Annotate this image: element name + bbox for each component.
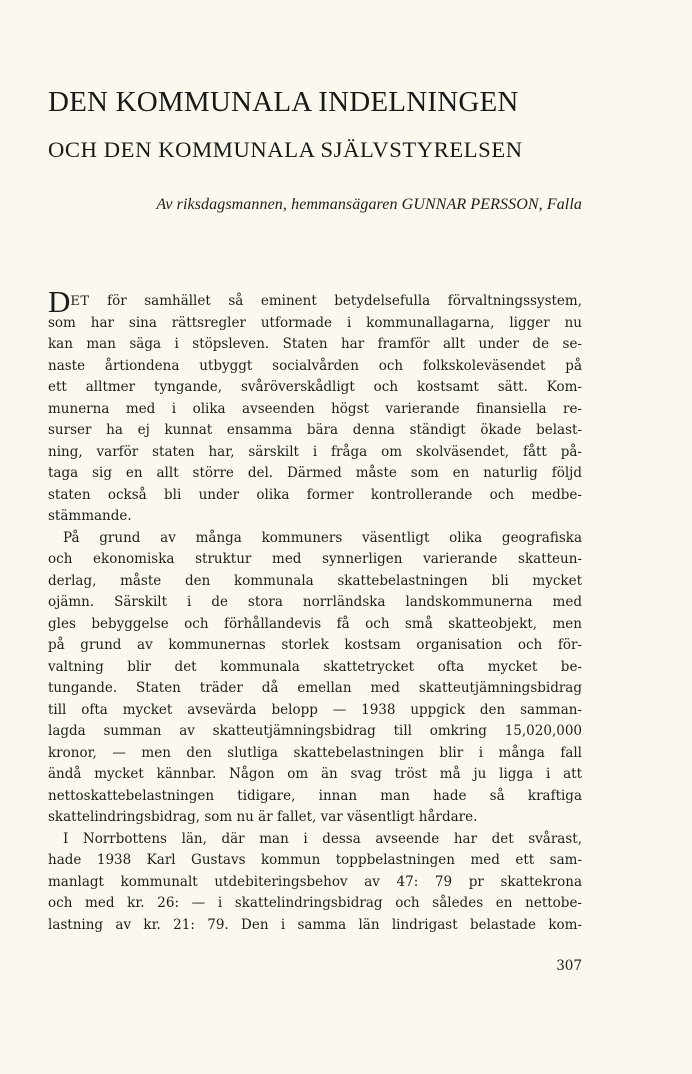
text-line: nettoskattebelastningen tidigare, innan man hade så kraftiga [48, 787, 582, 804]
text-line: lastning av kr. 21: 79. Den i samma län lindrigast belastade kom- [48, 916, 582, 933]
text-line: och med kr. 26: — i skattelindringsbidrag och således en nettobe- [48, 895, 582, 911]
text-line: tungande. Staten träder då emellan med skatteutjämningsbidrag [48, 680, 582, 696]
text-line: munerna med i olika avseenden högst varierande finansiella re- [48, 400, 582, 417]
text-line: manlagt kommunalt utdebiteringsbehov av 47: 79 pr skattekrona [48, 873, 582, 890]
text-line: lagda summan av skatteutjämningsbidrag till omkring 15,020,000 [48, 723, 582, 739]
text-line: taga sig en allt större del. Därmed måste som en naturlig följd [48, 465, 582, 481]
title-line-1: DEN KOMMUNALA INDELNINGEN [48, 86, 519, 118]
text-line: valtning blir det kommunala skattetrycket ofta mycket be- [48, 658, 582, 675]
page-number: 307 [556, 958, 582, 974]
text-line: och ekonomiska struktur med synnerligen varierande skatteun- [48, 551, 582, 567]
byline: Av riksdagsmannen, hemmansägaren GUNNAR PERSSON, Falla [156, 196, 582, 213]
text-line: ojämn. Särskilt i de stora norrländska landskommunerna med [48, 594, 582, 610]
text-line: till ofta mycket avsevärda belopp — 1938 uppgick den samman- [48, 701, 582, 718]
article-body [48, 284, 582, 936]
text-line: derlag, måste den kommunala skattebelastningen bli mycket [48, 572, 582, 589]
text-line [48, 284, 582, 319]
text-line: På grund av många kommuners väsentligt olika geografiska [63, 529, 582, 546]
text-line: ett alltmer tyngande, svåröverskådligt och kostsamt sätt. Kom- [48, 379, 582, 395]
text-line: I Norrbottens län, där man i dessa avseende har det svårast, [63, 830, 582, 847]
text-line: surser ha ej kunnat ensamma bära denna ständigt ökade belast- [48, 422, 582, 438]
text-line: naste årtiondena utbyggt socialvården och folkskoleväsendet på [48, 357, 582, 374]
text-line-content: för samhället så eminent betydelsefulla förvaltningssystem, [107, 293, 582, 309]
title-line-2: OCH DEN KOMMUNALA SJÄLVSTYRELSEN [48, 137, 523, 162]
text-line: kan man säga i stöpsleven. Staten har framför allt under de se- [48, 336, 582, 352]
text-line: stämmande. [48, 508, 132, 524]
text-line: kronor, — men den slutliga skattebelastningen blir i många fall [48, 744, 582, 761]
text-line: som har sina rättsregler utformade i kommunallagarna, ligger nu [48, 314, 582, 331]
text-line: på grund av kommunernas storlek kostsam organisation och för- [48, 637, 582, 653]
text-line: hade 1938 Karl Gustavs kommun toppbelastningen med ett sam- [48, 852, 582, 868]
first-word-smallcaps: ET [70, 294, 90, 309]
text-line: skattelindringsbidrag, som nu är fallet, var väsentligt hårdare. [48, 809, 478, 825]
drop-cap: D [48, 284, 71, 319]
text-line: ning, varför staten har, särskilt i fråga om skolväsendet, fått på- [48, 443, 582, 460]
text-line: staten också bli under olika former kontrollerande och medbe- [48, 486, 582, 503]
text-line: gles bebyggelse och förhållandevis få och små skatteobjekt, men [48, 615, 582, 632]
text-line: ändå mycket kännbar. Någon om än svag tröst må ju ligga i att [48, 766, 582, 782]
